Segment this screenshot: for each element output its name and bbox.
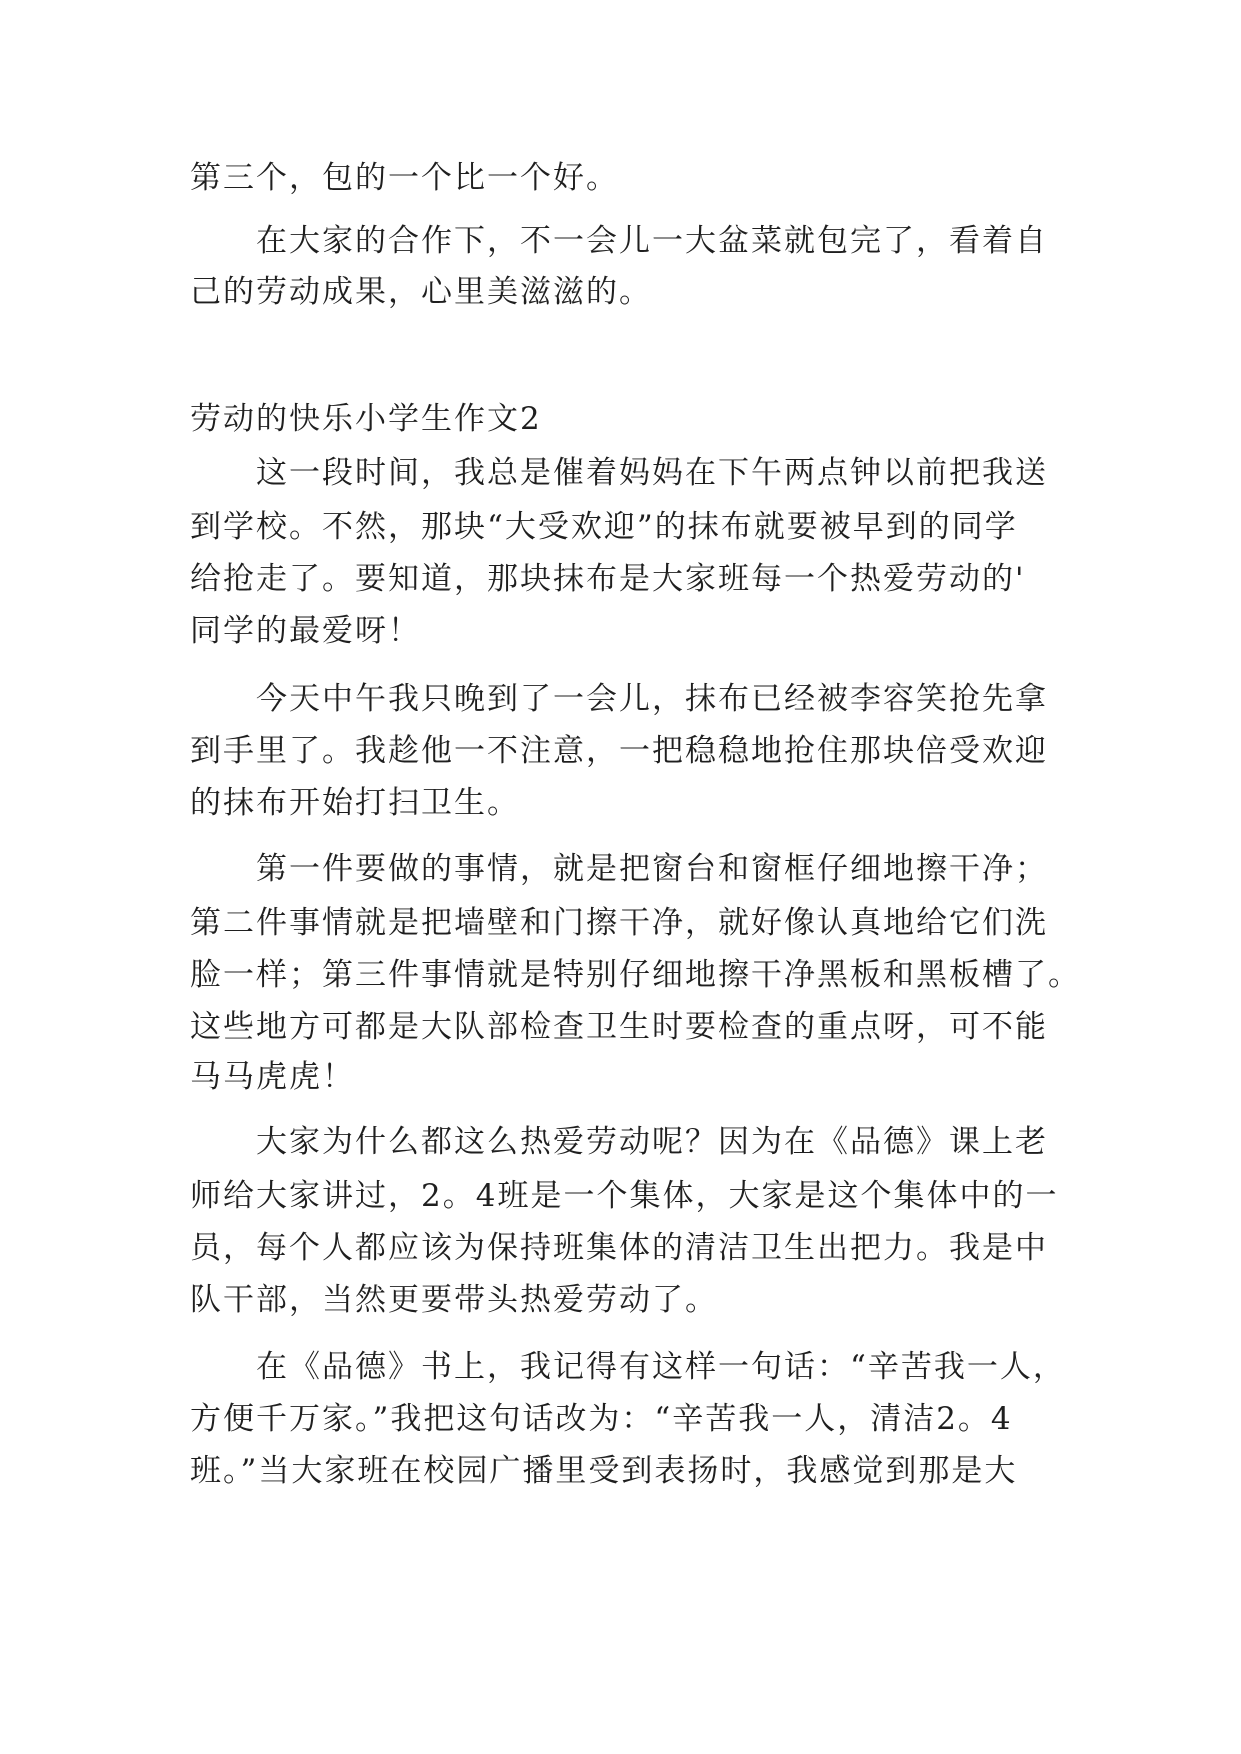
text-line: 班。”当大家班在校园广播里受到表扬时，我感觉到那是大 <box>190 1453 1018 1489</box>
text-line: 方便千万家。”我把这句话改为：“辛苦我一人，清洁2。4 <box>190 1401 1013 1437</box>
section-title: 劳动的快乐小学生作文2 <box>190 401 542 437</box>
text-line: 同学的最爱呀！ <box>190 613 421 649</box>
document-body <box>190 0 1081 1754</box>
text-line: 到手里了。我趁他一不注意，一把稳稳地抢住那块倍受欢迎 <box>190 733 1048 769</box>
text-line: 的抹布开始打扫卫生。 <box>190 785 520 821</box>
text-line: 师给大家讲过，2。4班是一个集体，大家是这个集体中的一 <box>190 1178 1059 1214</box>
paragraph-line: 在大家的合作下，不一会儿一大盆菜就包完了，看着自 <box>256 223 1048 259</box>
paragraph-line: 第一件要做的事情，就是把窗台和窗框仔细地擦干净； <box>256 851 1048 887</box>
paragraph-line: 大家为什么都这么热爱劳动呢？因为在《品德》课上老 <box>256 1124 1048 1160</box>
text-line: 到学校。不然，那块“大受欢迎”的抹布就要被早到的同学 <box>190 509 1018 545</box>
text-line: 己的劳动成果，心里美滋滋的。 <box>190 274 652 310</box>
text-line: 第二件事情就是把墙壁和门擦干净，就好像认真地给它们洗 <box>190 905 1048 941</box>
paragraph-line: 这一段时间，我总是催着妈妈在下午两点钟以前把我送 <box>256 455 1048 491</box>
text-line: 员，每个人都应该为保持班集体的清洁卫生出把力。我是中 <box>190 1230 1048 1266</box>
text-line: 第三个，包的一个比一个好。 <box>190 160 619 196</box>
paragraph-line: 今天中午我只晚到了一会儿，抹布已经被李容笑抢先拿 <box>256 681 1048 717</box>
text-line: 给抢走了。要知道，那块抹布是大家班每一个热爱劳动的' <box>190 561 1026 597</box>
text-line: 队干部，当然更要带头热爱劳动了。 <box>190 1282 718 1318</box>
text-line: 马马虎虎！ <box>190 1059 355 1095</box>
text-line: 这些地方可都是大队部检查卫生时要检查的重点呀，可不能 <box>190 1009 1048 1045</box>
text-line: 脸一样；第三件事情就是特别仔细地擦干净黑板和黑板槽了。 <box>190 957 1081 993</box>
paragraph-line: 在《品德》书上，我记得有这样一句话：“辛苦我一人， <box>256 1349 1066 1385</box>
